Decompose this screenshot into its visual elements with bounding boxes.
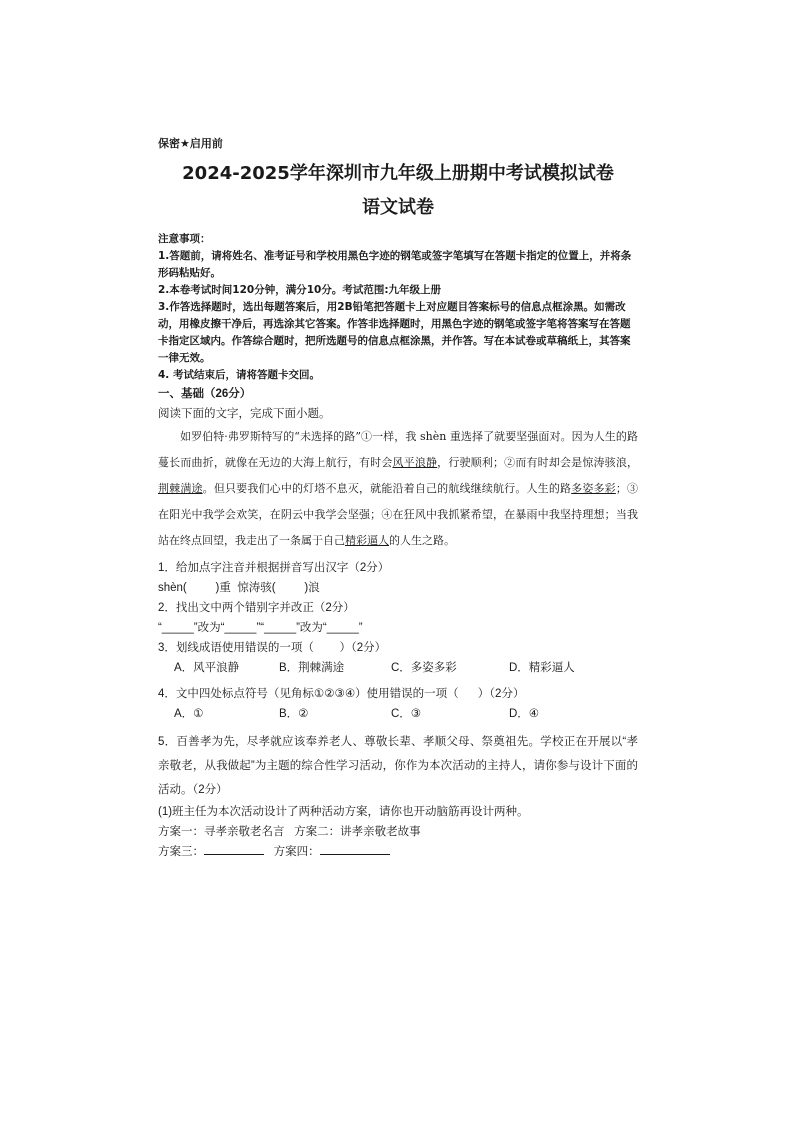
reading-instruction: 阅读下面的文字，完成下面小题。 [158,408,331,420]
option-a: A．风平浪静 [174,662,240,674]
exam-title: 2024-2025学年深圳市九年级上册期中考试模拟试卷 [182,163,614,184]
question-3-options [158,658,638,678]
question-5-stem: 5．百善孝为先，尽孝就应该奉养老人、尊敬长辈、孝顺父母、祭奠祖先。学校正在开展以“孝亲敬老，从我做起”为主题的综合性学习活动，你作为本次活动的主持人，请你参与设计下面的活动。（2分） [158,736,638,796]
notice-item-4: 4. 考试结束后，请将答题卡交回。 [158,369,320,381]
plan-3-label: 方案三： [158,846,204,858]
option-c: C．多姿多彩 [391,662,457,674]
notice-heading: 注意事项： [158,233,211,245]
question-1-stem: 1．给加点字注音并根据拼音写出汉字（2分） [158,562,390,574]
passage-text: ，行驶顺利；②而有时却会是惊涛骇浪， [437,456,639,469]
option-b: B．② [279,708,309,720]
passage-text: 。但只要我们心中的灯塔不息灭，就能沿着自己的航线继续航行。人生的路 [202,482,572,495]
passage-text: 如罗伯特·弗罗斯特写的“未选择的路”①一样，我 shèn 重选择了就要坚强面对。因为人生的路蔓长而曲折，就像在无边的大海上航行，有时会 [158,430,638,469]
underlined-idiom-2: 荆棘满途 [158,482,203,495]
option-c: C．③ [391,708,422,720]
question-5-sub-1: (1)班主任为本次活动设计了两种活动方案，请你也开动脑筋再设计两种。 [158,806,529,818]
underlined-idiom-3: 多姿多彩 [571,482,616,495]
document-content [158,135,638,862]
option-a: A．① [174,708,204,720]
notice-block [158,231,638,384]
question-4-stem: 4．文中四处标点符号（见角标①②③④）使用错误的一项（ ）（2分） [158,688,525,700]
plan-3-blank [204,842,264,855]
passage-text: 的人生之路。 [389,534,455,547]
notice-item-1: 1.答题前，请将姓名、准考证号和学校用黑色字迹的钢笔或签字笔填写在答题卡指定的位置上，并将条形码粘贴好。 [158,250,632,279]
question-3-stem: 3．划线成语使用错误的一项（ ）（2分） [158,642,387,654]
question-5-blank-plans [158,842,638,862]
option-d: D．④ [509,708,540,720]
option-d: D．精彩逼人 [509,662,575,674]
question-2-stem: 2．找出文中两个错别字并改正（2分） [158,602,355,614]
underlined-idiom-4: 精彩逼人 [345,534,389,547]
confidential-label: 保密★启用前 [158,137,223,150]
option-b: B．荆棘满途 [279,662,345,674]
exam-subtitle: 语文试卷 [362,197,434,218]
plan-4-blank [320,842,390,855]
plan-4-label: 方案四： [273,846,320,858]
underlined-idiom-1: 风平浪静 [392,456,438,469]
section-basics [158,384,638,862]
notice-item-3: 3.作答选择题时，选出每题答案后，用2B铅笔把答题卡上对应题目答案标号的信息点框涂黑。如需改动，用橡皮擦干净后，再选涂其它答案。作答非选择题时，用黑色字迹的钢笔或签字笔将答案写在答题卡指定区域内。作答综合题时，把所选题号的信息点框涂黑，并作答。写在本试卷或草稿纸上，其答案一律无效。 [158,301,631,364]
question-1-answer-line: shèn( )重 惊涛骇( )浪 [158,582,320,594]
notice-item-2: 2.本卷考试时间120分钟，满分10分。考试范围:九年级上册 [158,284,442,296]
reading-passage [158,424,638,554]
question-5-given-plans: 方案一：寻孝亲敬老名言 方案二：讲孝亲敬老故事 [158,826,421,838]
section-heading: 一、基础（26分） [158,388,252,400]
question-2-answer-line: “_____”改为“_____”“_____”改为“_____” [158,622,363,634]
passage-text: ；③在阳光中我学会欢笑，在阴云中我学会坚强；④在狂风中我抓紧希望，在暴雨中我坚持理想；当我站在终点回望，我走出了一条属于自己 [158,482,639,547]
question-4-options [158,704,638,724]
